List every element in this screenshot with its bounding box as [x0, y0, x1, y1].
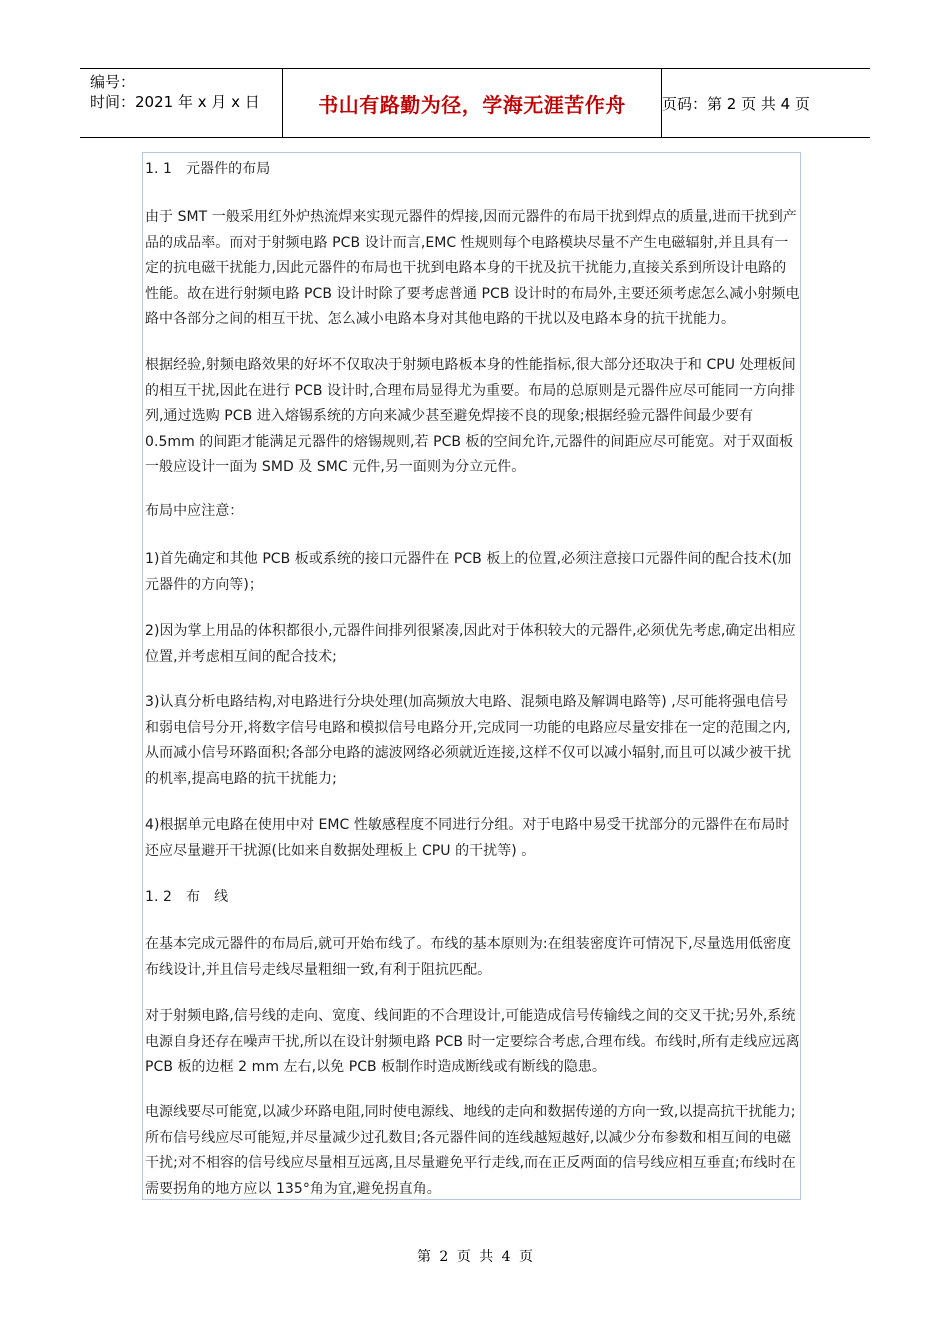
header-page-cell	[662, 69, 870, 137]
section-title-layout: 1. 1 元器件的布局	[145, 161, 271, 177]
paragraph: 布局中应注意：	[145, 503, 244, 519]
header-info-cell	[80, 69, 283, 137]
paragraph: 由于 SMT 一般采用红外炉热流焊来实现元器件的焊接,因而元器件的布局干扰到焊点的质量,进而干扰到产品的成品率。而对于射频电路 PCB 设计而言,EMC 性规则每个电路模块尽量不产生电磁辐射,并且具有一定的抗电磁干扰能力,因此元器件的布局也干扰到电路本身的干扰及抗干扰能力,直接关系到所设计电路的性能。故在进行射频电路 PCB 设计时除了要考虑普通 PCB 设计时的布局外,主要还须考虑怎么减小射频电路中各部分之间的相互干扰、怎么减小电路本身对其他电路的干扰以及电路本身的抗干扰能力。	[145, 209, 800, 327]
document-time-label: 时间：2021 年 x 月 x 日	[90, 93, 260, 111]
paragraph: 4)根据单元电路在使用中对 EMC 性敏感程度不同进行分组。对于电路中易受干扰部分的元器件在布局时还应尽量避开干扰源(比如来自数据处理板上 CPU 的干扰等) 。	[145, 817, 790, 859]
paragraph: 电源线要尽可能宽,以减少环路电阻,同时使电源线、地线的走向和数据传递的方向一致,以提高抗干扰能力;所布信号线应尽可能短,并尽量减少过孔数目;各元器件间的连线越短越好,以减少分布参数和相互间的电磁干扰;对不相容的信号线应尽量相互远离,且尽量避免平行走线,而在正反两面的信号线应相互垂直;布线时在需要拐角的地方应以 135°角为宜,避免拐直角。	[145, 1104, 796, 1197]
paragraph: 2)因为掌上用品的体积都很小,元器件间排列很紧凑,因此对于体积较大的元器件,必须优先考虑,确定出相应位置,并考虑相互间的配合技术;	[145, 623, 796, 665]
paragraph: 1)首先确定和其他 PCB 板或系统的接口元器件在 PCB 板上的位置,必须注意接口元器件间的配合技术(加元器件的方向等)；	[145, 551, 792, 593]
document-body	[142, 152, 801, 1200]
page-header	[80, 68, 870, 138]
header-motto-cell	[283, 69, 662, 137]
paragraph: 在基本完成元器件的布局后,就可开始布线了。布线的基本原则为:在组装密度许可情况下,尽量选用低密度布线设计,并且信号走线尽量粗细一致,有利于阻抗匹配。	[145, 936, 792, 978]
paragraph: 3)认真分析电路结构,对电路进行分块处理(加高频放大电路、混频电路及解调电路等) ,尽可能将强电信号和弱电信号分开,将数字信号电路和模拟信号电路分开,完成同一功能的电路应尽量安排在一定的范围之内,从而减小信号环路面积;各部分电路的滤波网络必须就近连接,这样不仅可以减小辐射,而且可以减少被干扰的机率,提高电路的抗干扰能力;	[145, 694, 792, 787]
header-page-number: 页码：第 2 页 共 4 页	[662, 95, 810, 113]
page-footer-number: 第 2 页 共 4 页	[416, 1249, 534, 1265]
section-title-routing: 1. 2 布 线	[145, 889, 229, 905]
document-number-label: 编号：	[90, 73, 136, 91]
paragraph: 对于射频电路,信号线的走向、宽度、线间距的不合理设计,可能造成信号传输线之间的交叉干扰;另外,系统电源自身还存在噪声干扰,所以在设计射频电路 PCB 时一定要综合考虑,合理布线。布线时,所有走线应远离 PCB 板的边框 2 mm 左右,以免 PCB 板制作时造成断线或有断线的隐患。	[145, 1008, 800, 1075]
header-motto: 书山有路勤为径，学海无涯苦作舟	[318, 93, 626, 117]
paragraph: 根据经验,射频电路效果的好坏不仅取决于射频电路板本身的性能指标,很大部分还取决于和 CPU 处理板间的相互干扰,因此在进行 PCB 设计时,合理布局显得尤为重要。布局的总原则是元器件应尽可能同一方向排列,通过选购 PCB 进入熔锡系统的方向来减少甚至避免焊接不良的现象;根据经验元器件间最少要有 0.5mm 的间距才能满足元器件的熔锡规则,若 PCB 板的空间允许,元器件的间距应尽可能宽。对于双面板一般应设计一面为 SMD 及 SMC 元件,另一面则为分立元件。	[145, 357, 796, 475]
